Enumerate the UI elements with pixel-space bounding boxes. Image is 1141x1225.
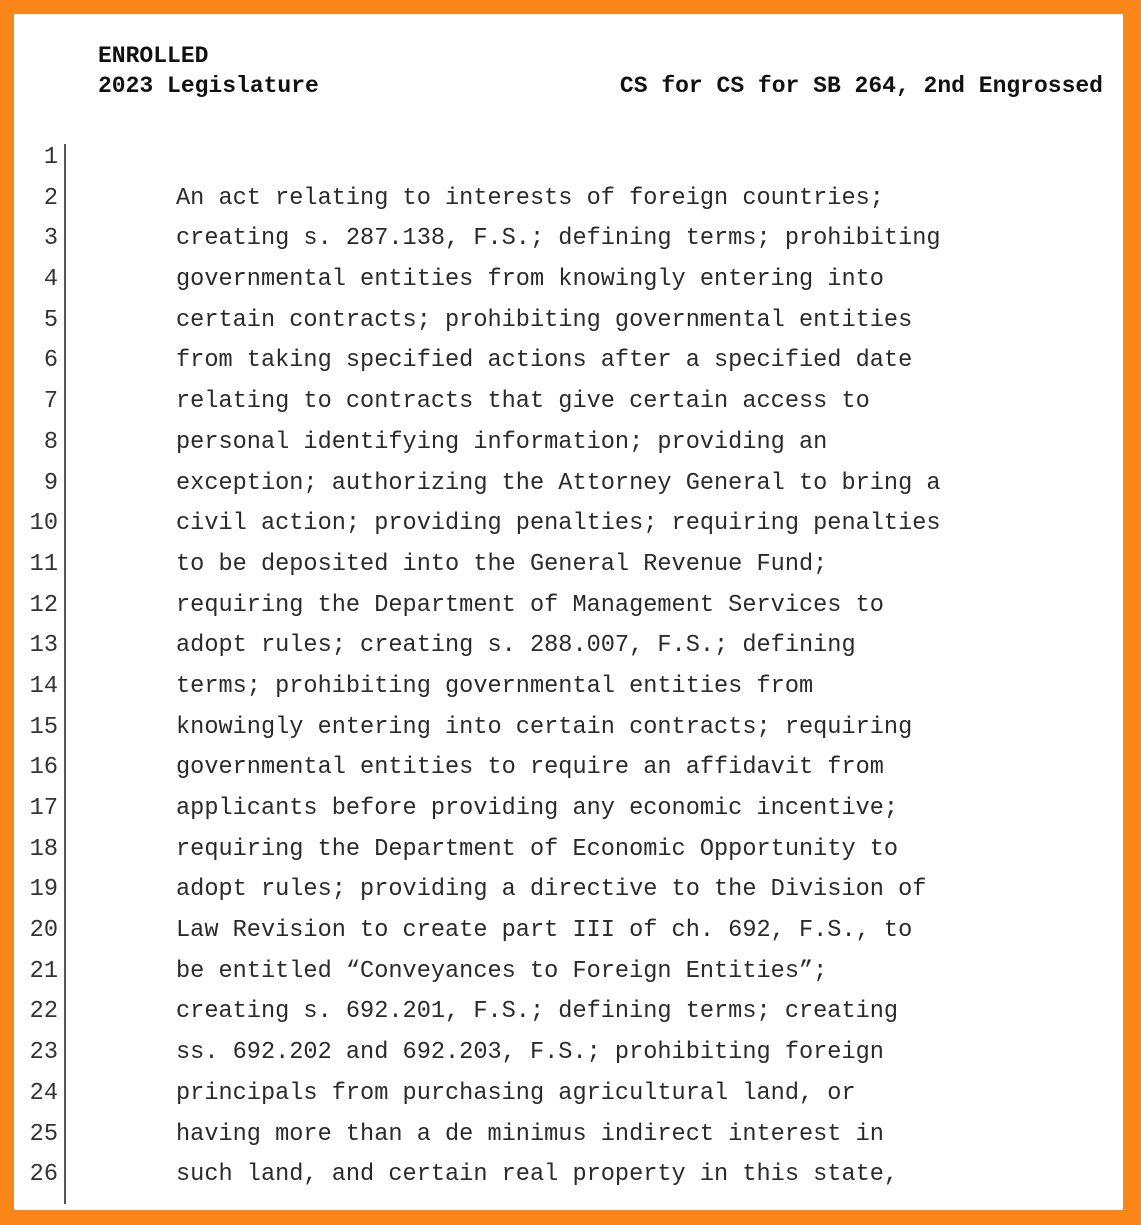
- line-number: 2: [43, 184, 58, 212]
- text-line: [14, 1155, 1123, 1196]
- line-text: having more than a de minimus indirect interest in: [176, 1120, 884, 1148]
- text-line: [14, 911, 1123, 952]
- text-line: [14, 952, 1123, 993]
- line-text: ss. 692.202 and 692.203, F.S.; prohibiting foreign: [176, 1039, 884, 1067]
- line-number: 14: [29, 672, 58, 700]
- text-line: [14, 545, 1123, 586]
- line-text: personal identifying information; providing an: [176, 428, 828, 456]
- text-line: [14, 464, 1123, 505]
- line-number: 13: [29, 632, 58, 660]
- enrolled-label: ENROLLED: [98, 43, 209, 69]
- line-text: certain contracts; prohibiting governmental entities: [176, 306, 913, 334]
- text-line: [14, 626, 1123, 667]
- text-line: [14, 1074, 1123, 1115]
- line-text: to be deposited into the General Revenue Fund;: [176, 550, 828, 578]
- line-number: 9: [43, 469, 58, 497]
- header-row-bill: [98, 71, 1103, 101]
- line-text: civil action; providing penalties; requiring penalties: [176, 510, 941, 538]
- line-number: 4: [43, 266, 58, 294]
- line-number: 6: [43, 347, 58, 375]
- text-line: [14, 260, 1123, 301]
- text-line: [14, 789, 1123, 830]
- text-line: [14, 219, 1123, 260]
- document-page: [14, 14, 1123, 1210]
- text-line: [14, 748, 1123, 789]
- line-number: 21: [29, 957, 58, 985]
- line-text: creating s. 692.201, F.S.; defining terms; creating: [176, 998, 899, 1026]
- text-line: [14, 423, 1123, 464]
- line-text: principals from purchasing agricultural land, or: [176, 1079, 856, 1107]
- line-text: adopt rules; providing a directive to the Division of: [176, 876, 927, 904]
- line-number: 3: [43, 225, 58, 253]
- line-text: exception; authorizing the Attorney General to bring a: [176, 469, 941, 497]
- text-line: [14, 179, 1123, 220]
- line-number: 12: [29, 591, 58, 619]
- document-header: [98, 41, 1103, 101]
- text-line: [14, 1115, 1123, 1156]
- session-label: 2023 Legislature: [98, 73, 319, 99]
- line-text: An act relating to interests of foreign countries;: [176, 184, 884, 212]
- text-line: [14, 504, 1123, 545]
- header-row-status: [98, 41, 1103, 71]
- line-number: 25: [29, 1120, 58, 1148]
- line-number: 23: [29, 1039, 58, 1067]
- text-line: [14, 992, 1123, 1033]
- text-line: [14, 870, 1123, 911]
- text-line: [14, 138, 1123, 179]
- line-number: 5: [43, 306, 58, 334]
- line-number: 17: [29, 795, 58, 822]
- line-text: from taking specified actions after a specified date: [176, 347, 913, 375]
- text-line: [14, 586, 1123, 627]
- line-number: 7: [43, 388, 58, 416]
- line-text: governmental entities to require an affidavit from: [176, 754, 884, 782]
- line-number: 15: [29, 713, 58, 741]
- line-number: 11: [29, 550, 58, 578]
- line-text: creating s. 287.138, F.S.; defining terms; prohibiting: [176, 225, 941, 253]
- text-line: [14, 667, 1123, 708]
- line-number: 24: [29, 1079, 58, 1107]
- line-text: requiring the Department of Management Services to: [176, 591, 884, 619]
- line-text: terms; prohibiting governmental entities from: [176, 672, 814, 700]
- line-text: be entitled “Conveyances to Foreign Entities”;: [176, 957, 828, 985]
- line-number: 26: [29, 1161, 58, 1189]
- text-line: [14, 830, 1123, 871]
- line-text: relating to contracts that give certain access to: [176, 388, 870, 416]
- line-text: requiring the Department of Economic Opportunity to: [176, 835, 899, 863]
- line-number: 19: [29, 876, 58, 904]
- line-number: 8: [43, 428, 58, 456]
- line-number: 20: [29, 917, 58, 945]
- line-number: 18: [29, 835, 58, 863]
- line-number: 10: [29, 510, 58, 538]
- line-text: adopt rules; creating s. 288.007, F.S.; defining: [176, 632, 856, 660]
- line-text: such land, and certain real property in this state,: [176, 1161, 899, 1189]
- line-number: 1: [43, 144, 58, 171]
- line-number: 22: [29, 998, 58, 1026]
- bill-text: [14, 138, 1123, 1196]
- text-line: [14, 341, 1123, 382]
- text-line: [14, 1033, 1123, 1074]
- line-number: 16: [29, 754, 58, 782]
- bill-id: CS for CS for SB 264, 2nd Engrossed: [619, 73, 1103, 99]
- line-text: applicants before providing any economic incentive;: [176, 795, 899, 822]
- line-text: knowingly entering into certain contracts; requiring: [176, 713, 913, 741]
- line-text: Law Revision to create part III of ch. 692, F.S., to: [176, 917, 913, 945]
- text-line: [14, 382, 1123, 423]
- line-text: governmental entities from knowingly entering into: [176, 266, 884, 294]
- text-line: [14, 708, 1123, 749]
- text-line: [14, 301, 1123, 342]
